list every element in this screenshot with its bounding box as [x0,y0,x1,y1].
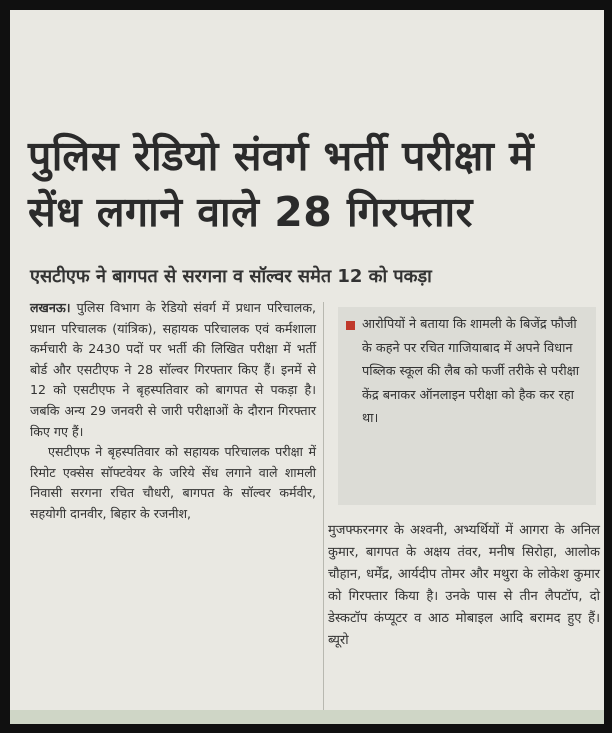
square-bullet-icon [346,321,355,330]
bottom-strip [10,710,604,724]
article-left-column [30,298,316,525]
article-paragraph-2: एसटीएफ ने बृहस्पतिवार को सहायक परिचालक परीक्षा में रिमोट एक्सेस सॉफ्टवेयर के जरिये सेंध लगाने वाले शामली निवासी सरगना रचित चौधरी, बागपत के सॉल्वर कर्मवीर, सहयोगी दानवीर, बिहार के रजनीश, [30,444,316,521]
subheadline: एसटीएफ ने बागपत से सरगना व सॉल्वर समेत 12 को पकड़ा [30,266,432,287]
paragraph-1-text: पुलिस विभाग के रेडियो संवर्ग में प्रधान परिचालक, प्रधान परिचालक (यांत्रिक), सहायक परिचालक एवं कर्मशाला कर्मचारी के 2430 पदों पर भर्ती की लिखित परीक्षा में भर्ती बोर्ड और एसटीएफ ने 28 सॉल्वर गिरफ्तार किए हैं। इनमें से 12 को एसटीएफ ने बृहस्पतिवार को बागपत से पकड़ा है। जबकि अन्य 29 जनवरी से जारी परीक्षाओं के दौरान गिरफ्तार किए गए हैं। [30,300,316,439]
column-divider [323,302,324,720]
callout-text: आरोपियों ने बताया कि शामली के बिजेंद्र फौजी के कहने पर रचित गाजियाबाद में अपने विधान पब्लिक स्कूल की लैब को फर्जी तरीके से परीक्षा केंद्र बनाकर ऑनलाइन परीक्षा को हैक कर रहा था। [362,317,580,426]
article-paragraph-3: मुजफ्फरनगर के अश्वनी, अभ्यर्थियों में आगरा के अनिल कुमार, बागपत के अक्षय तंवर, मनीष सिरोहा, आलोक चौहान, धर्मेंद्र, आर्यदीप तोमर और मथुरा के लोकेश कुमार को गिरफ्तार किया है। उनके पास से तीन लैपटॉप, दो डेस्कटॉप कंप्यूटर व आठ मोबाइल आदि बरामद हुए हैं। ब्यूरो [328,523,600,648]
dateline: लखनऊ। [30,300,71,315]
article-paragraph-1 [30,298,316,442]
callout-box [338,307,596,505]
newspaper-clipping [10,10,604,724]
headline: पुलिस रेडियो संवर्ग भर्ती परीक्षा में सेंध लगाने वाले 28 गिरफ्तार [28,132,535,236]
